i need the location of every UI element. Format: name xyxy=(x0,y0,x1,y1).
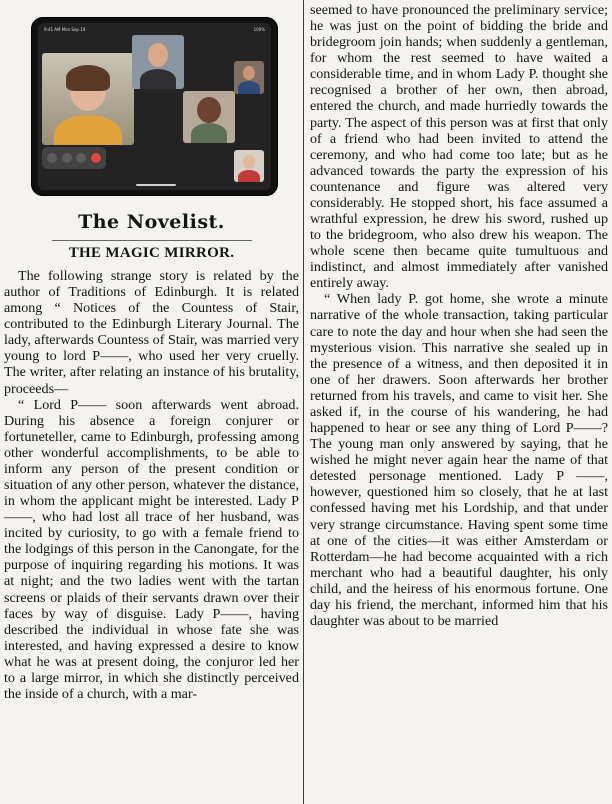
masthead: The Novelist. xyxy=(78,211,225,233)
mute-icon[interactable] xyxy=(62,153,72,163)
paragraph-3: seemed to have pronounced the preliminary service; he was just on the point of bidding the bride and bridegroom join hands; when suddenly a gentleman, for whom the rest seemed to have waited a considerable time, and in whom Lady P. thought she recognised a brother of her own, then abroad, entered the church, and made hurriedly towards the party. The aspect of this person was at first that only of a friend who had been invited to attend the ceremony, and who had come too late; but as he advanced towards the party the expression of his countenance and figure was altered very considerably. He stopped short, his face assumed a wrathful expression, he drew his sword, rushed up to the bridegroom, who also drew his weapon. The whole scene then became quite tumultuous and indistinct, and almost immediately after vanished entirely away. xyxy=(310,2,608,292)
camera-icon[interactable] xyxy=(76,153,86,163)
status-bar xyxy=(44,25,265,33)
status-time: 9:41 AM Mon Sep 19 xyxy=(44,26,86,32)
home-indicator xyxy=(136,184,176,186)
end-call-icon[interactable] xyxy=(91,153,101,163)
tablet-screen xyxy=(38,23,271,190)
paragraph-2: “ Lord P—— soon afterwards went abroad. During his absence a foreign conjurer or fortuneteller, came to Edinburgh, professing among other wonderful accomplishments, to be able to inform any person of the present condition or situation of any other person, whatever the distance, in whom the applicant might be interested. Lady P——, who had lost all trace of her husband, was incited by curiosity, to go with a female friend to the lodgings of this person in the Canongate, for the purpose of inquiring regarding his motions. It was at night; and the two ladies went with the tartan screens or plaids of their servants drawn over their faces by way of disguise. Lady P——, having described the individual in whose fate she was interested, and having expressed a desire to know what he was at present doing, the conjuror led her to a large mirror, in which she distinctly perceived the inside of a church, with a mar- xyxy=(4,396,299,703)
participant-3-tile xyxy=(234,61,264,94)
headline: THE MAGIC MIRROR. xyxy=(68,245,235,261)
paragraph-4: “ When lady P. got home, she wrote a minute narrative of the whole transaction, taking particular care to note the day and hour when she had seen the mysterious vision. This narrative she sealed up in the presence of a witness, and then deposited it in one of her drawers. Soon afterwards her brother returned from his travels, and came to visit her. She asked if, in the course of his wandering, he had happened to hear or see any thing of Lord P——? The young man only answered by saying, that he wished he might never again hear the name of that detested personage mentioned. Lady P ——, however, questioned him so closely, that he at last confessed having met his Lordship, and that under very strange circumstance. Having spent some time at one of the cities—it was either Amsterdam or Rotterdam—he had become acquainted with a rich merchant who had a beautiful daughter, his only child, and the heiress of his enormous fortune. One day his friend, the merchant, informed him that his daughter was about to be married xyxy=(310,291,608,629)
tablet-facetime-image xyxy=(31,17,278,196)
battery-indicator: 100% xyxy=(253,26,265,32)
column-divider xyxy=(303,0,304,804)
masthead-rule xyxy=(52,240,252,241)
participant-5-tile xyxy=(234,150,264,182)
participant-4-tile xyxy=(183,91,235,143)
right-column xyxy=(310,2,608,629)
left-column xyxy=(4,268,299,702)
participant-main-tile xyxy=(42,53,134,145)
paragraph-1: The following strange story is related by the author of Traditions of Edinburgh. It is related among “ Notices of the Countess of Stair, contributed to the Edinburgh Literary Journal. The lady, afterwards Countess of Stair, was married very young to lord P——, who used her very cruelly. The writer, after relating an instance of his brutality, proceeds— xyxy=(4,268,299,397)
effects-icon[interactable] xyxy=(47,153,57,163)
participant-2-tile xyxy=(132,35,184,89)
call-controls xyxy=(42,147,106,169)
